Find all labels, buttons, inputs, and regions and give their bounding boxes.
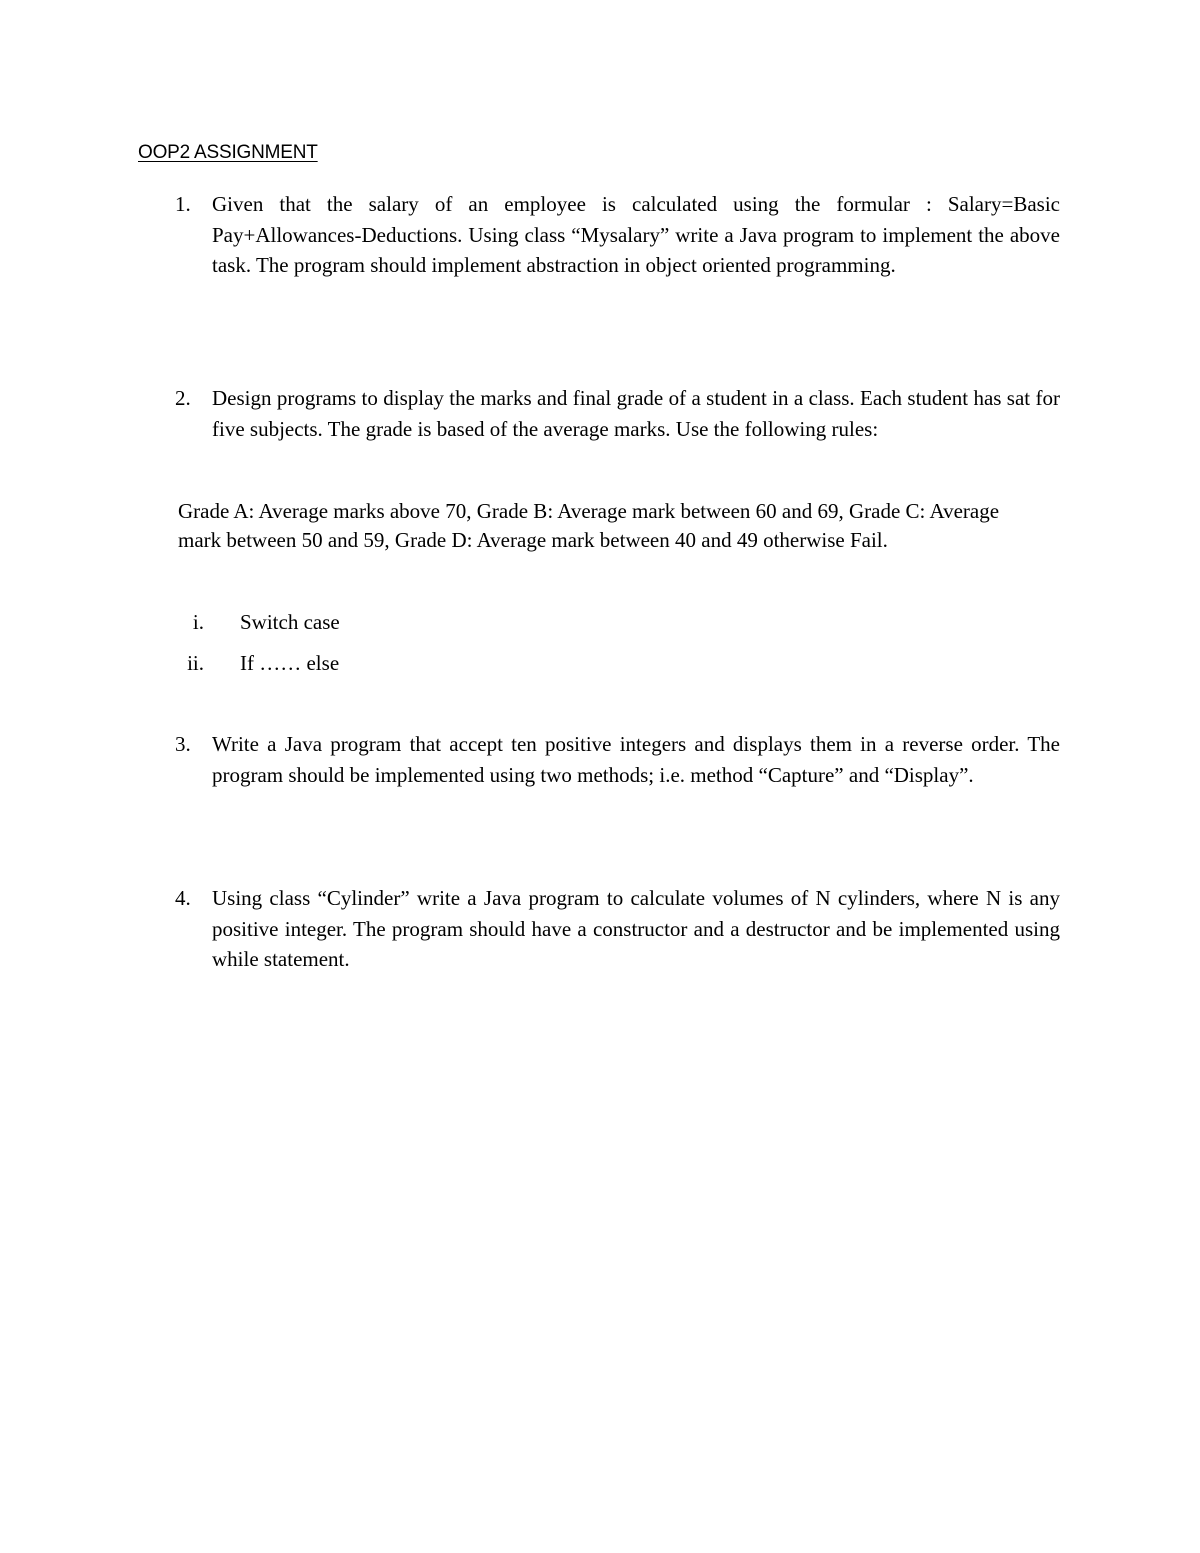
grade-rules-paragraph: Grade A: Average marks above 70, Grade B: Average mark between 60 and 69, Grade C: Average mark between 50 and 59, Grade D: Average mark between 40 and 49 otherwise Fail. <box>178 499 1000 552</box>
document-title: OOP2 ASSIGNMENT <box>138 142 318 163</box>
question-number: 3. <box>175 732 191 756</box>
sub-item-number: i. <box>192 610 204 634</box>
question-3 <box>175 729 1060 790</box>
question-text: Design programs to display the marks and final grade of a student in a class. Each student has sat for five subjects. The grade is based of the average marks. Use the following rules: <box>212 386 1060 441</box>
question-text: Write a Java program that accept ten positive integers and displays them in a reverse order. The program should be implemented using two methods; i.e. method “Capture” and “Display”. <box>212 732 1060 787</box>
question-text: Using class “Cylinder” write a Java program to calculate volumes of N cylinders, where N is any positive integer. The program should have a constructor and a destructor and be implemented using while statement. <box>212 886 1060 971</box>
question-number: 4. <box>175 886 191 910</box>
question-2 <box>175 383 1060 444</box>
question-text: Given that the salary of an employee is calculated using the formular : Salary=Basic Pay+Allowances-Deductions. Using class “Mysalary” write a Java program to implement the above task. The program should implement abstraction in object oriented programming. <box>212 192 1060 277</box>
question-number: 1. <box>175 192 191 216</box>
sub-item-text: Switch case <box>240 610 340 634</box>
question-1 <box>175 189 1060 281</box>
question-number: 2. <box>175 386 191 410</box>
sub-item-number: ii. <box>187 651 204 675</box>
question-4 <box>175 883 1060 975</box>
sub-item-text: If …… else <box>240 651 340 675</box>
